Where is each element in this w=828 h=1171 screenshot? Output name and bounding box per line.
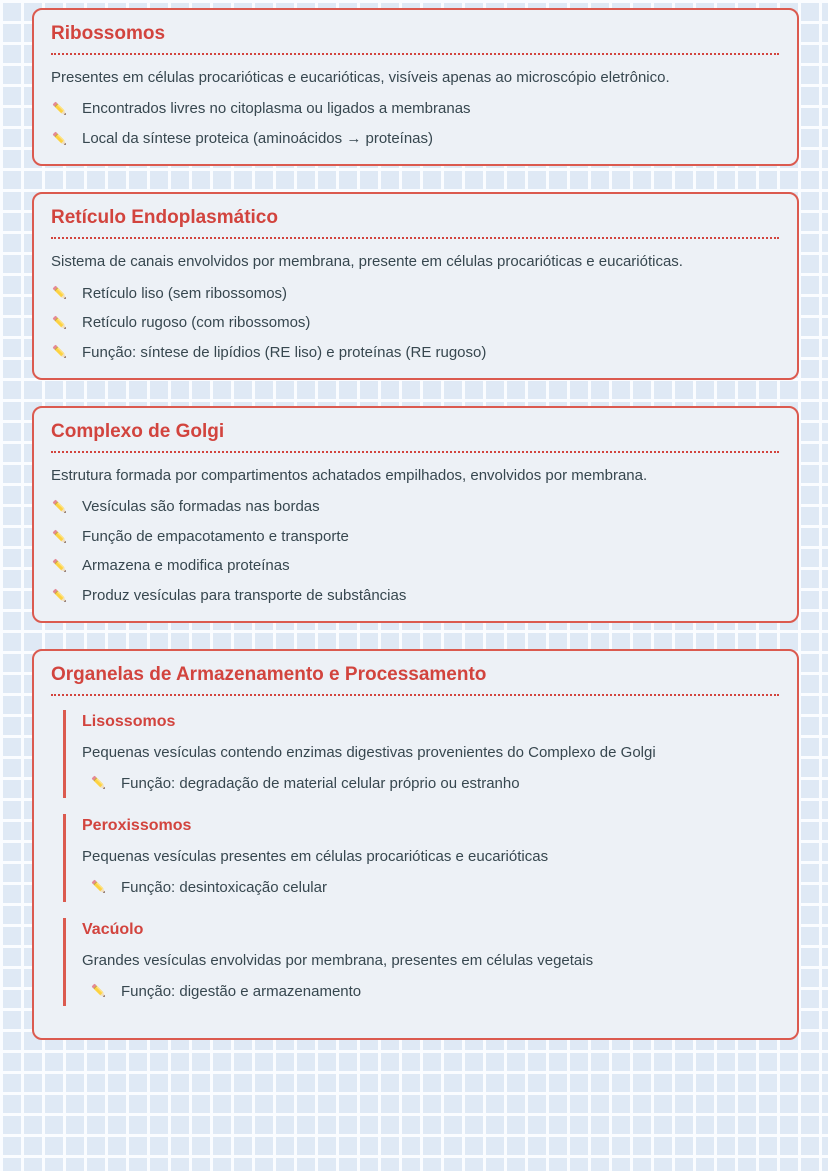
subsection-lisossomos (63, 710, 779, 798)
subsection-peroxissomos (63, 814, 779, 902)
pencil-icon (51, 100, 69, 118)
card-title: Ribossomos (51, 22, 779, 55)
pencil-icon (51, 528, 69, 546)
pencil-icon (51, 284, 69, 302)
bullet-text: Função de empacotamento e transporte (82, 527, 349, 545)
bullet-item (51, 527, 779, 547)
card-description: Estrutura formada por compartimentos achatados empilhados, envolvidos por membrana. (51, 466, 648, 484)
card-description: Sistema de canais envolvidos por membrana, presente em células procarióticas e eucarióticas. (51, 253, 683, 270)
subsection-description: Pequenas vesículas contendo enzimas digestivas provenientes do Complexo de Golgi (82, 744, 656, 761)
pencil-icon (51, 557, 69, 575)
pencil-icon (51, 498, 69, 516)
bullet-item (51, 313, 779, 333)
bullet-item (90, 774, 779, 794)
bullet-text: Armazena e modifica proteínas (82, 557, 290, 575)
pencil-icon (51, 314, 69, 332)
subsection-title: Peroxissomos (82, 817, 192, 834)
pencil-icon (90, 774, 108, 792)
card-title: Retículo Endoplasmático (51, 206, 779, 239)
pencil-icon (51, 130, 69, 148)
subsection-description: Pequenas vesículas presentes em células procarióticas e eucarióticas (82, 848, 549, 865)
bullet-text: Local da síntese proteica (aminoácidos → proteínas) (82, 129, 434, 147)
subsection-title: Lisossomos (82, 713, 176, 730)
card-title: Complexo de Golgi (51, 420, 779, 453)
subsection-title: Vacúolo (82, 921, 144, 938)
pencil-icon (90, 982, 108, 1000)
bullet-text: Função: desintoxicação celular (121, 878, 327, 896)
card-ribossomos (32, 8, 799, 166)
pencil-icon (51, 587, 69, 605)
pencil-icon (90, 878, 108, 896)
bullet-text: Retículo liso (sem ribossomos) (82, 284, 288, 302)
bullet-text: Função: degradação de material celular próprio ou estranho (121, 774, 520, 792)
bullet-text: Vesículas são formadas nas bordas (82, 498, 320, 516)
card-organelas-armazenamento-processamento (32, 649, 799, 1040)
bullet-item (51, 284, 779, 304)
bullet-text: Produz vesículas para transporte de substâncias (82, 586, 407, 604)
card-reticulo-endoplasmatico (32, 192, 799, 380)
bullet-item (90, 878, 779, 898)
bullet-item (51, 556, 779, 576)
bullet-item (51, 129, 779, 149)
subsection-description: Grandes vesículas envolvidas por membrana, presentes em células vegetais (82, 952, 594, 969)
subsection-vacuolo (63, 918, 779, 1006)
bullet-text: Função: síntese de lipídios (RE liso) e proteínas (RE rugoso) (82, 343, 487, 361)
bullet-item (51, 343, 779, 363)
card-title: Organelas de Armazenamento e Processamento (51, 663, 779, 696)
bullet-item (51, 99, 779, 119)
pencil-icon (51, 343, 69, 361)
card-complexo-de-golgi (32, 406, 799, 623)
bullet-item (51, 586, 779, 606)
card-description: Presentes em células procarióticas e eucarióticas, visíveis apenas ao microscópio eletrônico. (51, 68, 670, 86)
bullet-text: Função: digestão e armazenamento (121, 982, 362, 1000)
bullet-text: Retículo rugoso (com ribossomos) (82, 314, 311, 331)
bullet-item (51, 497, 779, 517)
bullet-text: Encontrados livres no citoplasma ou ligados a membranas (82, 100, 471, 118)
bullet-item (90, 982, 779, 1002)
